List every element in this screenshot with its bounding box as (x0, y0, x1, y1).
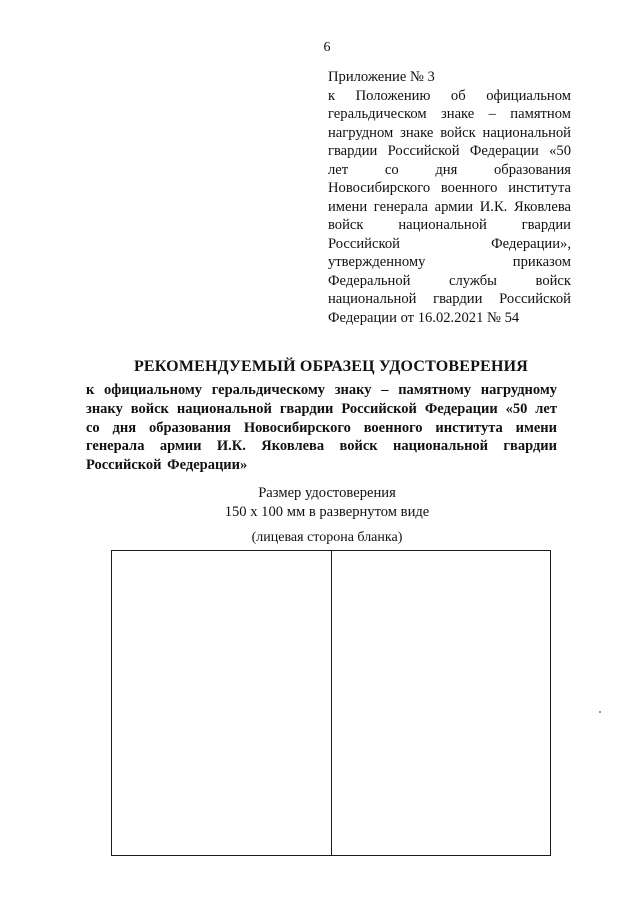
document-heading: РЕКОМЕНДУЕМЫЙ ОБРАЗЕЦ УДОСТОВЕРЕНИЯ (133, 358, 529, 375)
document-subheading: к официальному геральдическому знаку – памятному нагрудному знаку войск национальной гвардии Российской Федерации «50 лет со дня образования Новосибирского военного института имени генерала армии И.К. Яковлева войск национальной гвардии Российской Федерации» (86, 382, 557, 474)
blank-left-half (112, 551, 331, 855)
page-number: 6 (323, 40, 331, 55)
appendix-title: Приложение № 3 (328, 69, 435, 85)
certificate-blank-form (111, 550, 551, 856)
appendix-body: к Положению об официальном геральдическом знаке – памятном нагрудном знаке войск национальной гвардии Российской Федерации «50 лет со дня образования Новосибирского военного института имени генерала армии И.К. Яковлева войск национальной гвардии Российской Федерации», утвержденному приказом Федеральной службы войск национальной гвардии Российской Федерации от 16.02.2021 № 54 (328, 87, 571, 326)
appendix-block (328, 68, 571, 327)
size-caption-line-2: 150 х 100 мм в развернутом виде (224, 503, 430, 520)
size-caption-line-1: Размер удостоверения (258, 485, 396, 501)
size-caption (0, 484, 640, 521)
scan-speck (599, 711, 601, 713)
side-caption: (лицевая сторона бланка) (251, 530, 403, 545)
blank-right-half (331, 551, 550, 855)
